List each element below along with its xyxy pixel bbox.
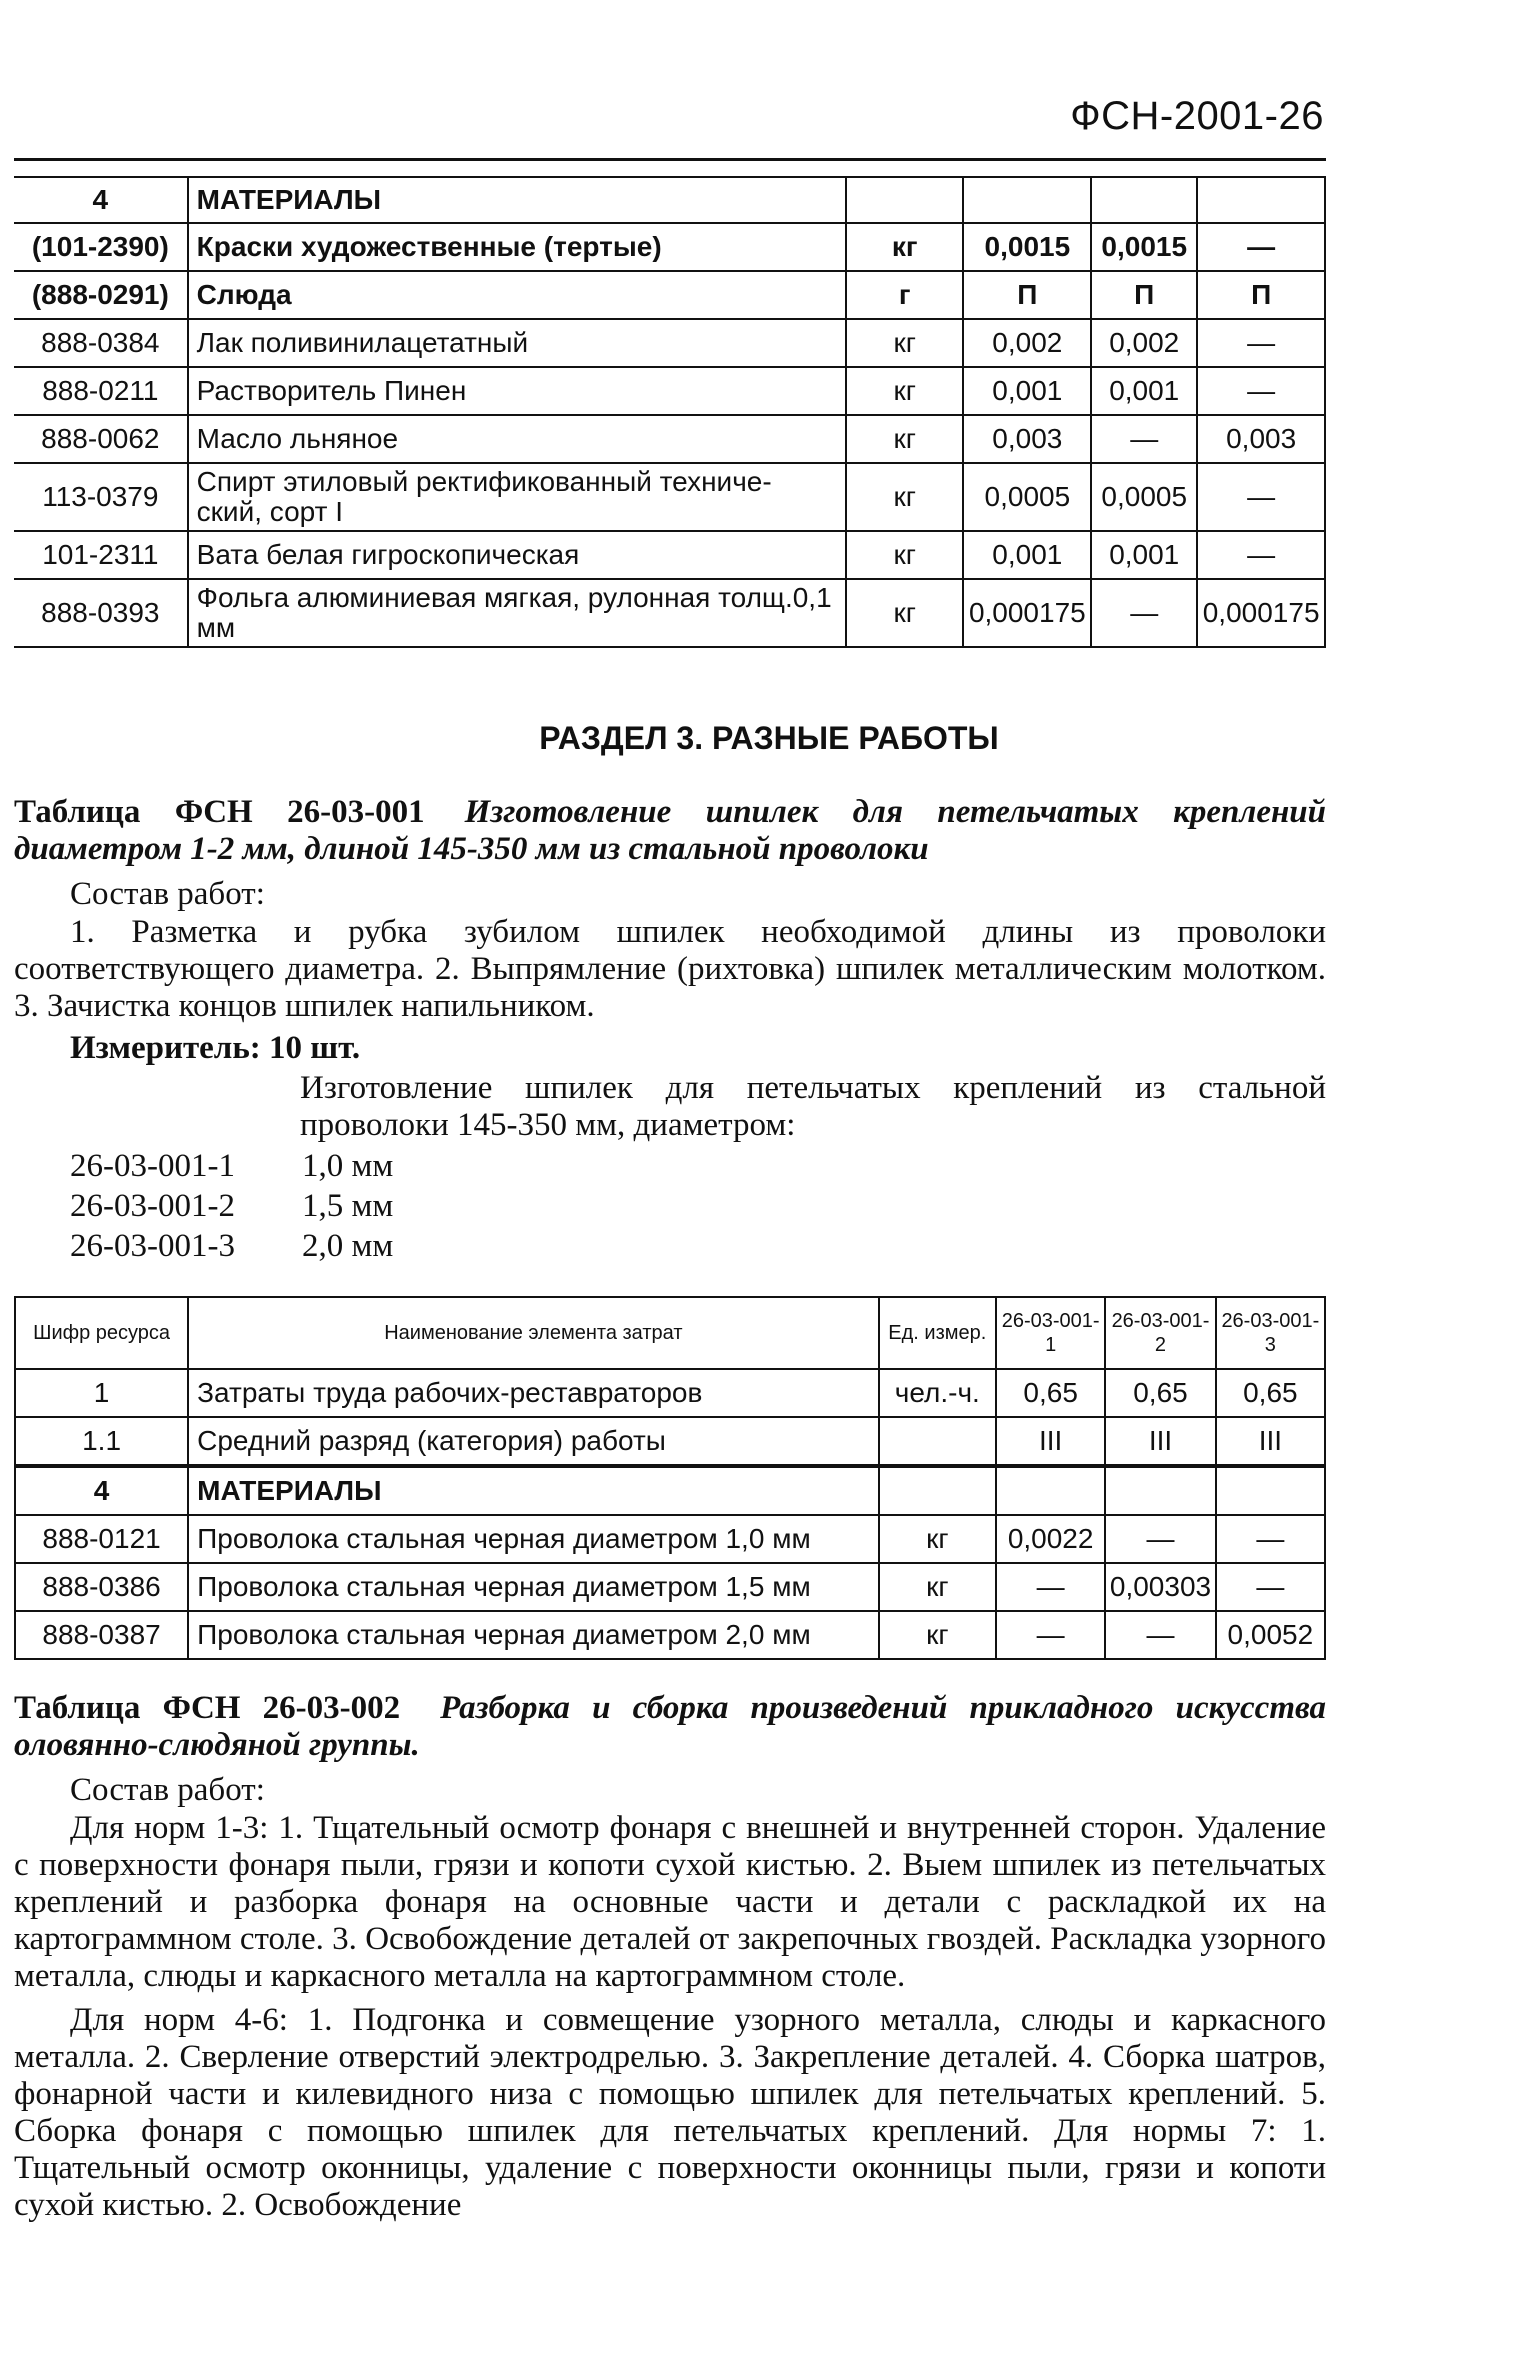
- value-col-2: 0,001: [1091, 367, 1197, 415]
- value-col-3: —: [1197, 367, 1325, 415]
- value-col-1: 0,0005: [963, 463, 1091, 531]
- variant-value: 2,0 мм: [302, 1228, 394, 1264]
- value-col-3: —: [1216, 1563, 1325, 1611]
- table1-norms-table: [14, 1296, 1326, 1660]
- value-col-2: 0,0005: [1091, 463, 1197, 531]
- unit: чел.-ч.: [879, 1369, 996, 1417]
- resource-code: 4: [14, 177, 188, 223]
- value-col-3: III: [1216, 1417, 1325, 1466]
- value-col-3: —: [1216, 1515, 1325, 1563]
- value-col-1: III: [996, 1417, 1105, 1466]
- header-name: Наименование элемента затрат: [188, 1297, 878, 1369]
- table-row: [14, 579, 1325, 647]
- value-col-3: 0,000175: [1197, 579, 1325, 647]
- table2-para-2: [14, 2002, 1326, 2224]
- table-row: [15, 1611, 1325, 1659]
- header-code: Шифр ресурса: [15, 1297, 188, 1369]
- unit: кг: [846, 367, 964, 415]
- value-col-2: —: [1105, 1515, 1215, 1563]
- table2-para-1: [14, 1810, 1326, 1995]
- unit: [846, 177, 964, 223]
- table1-composition-text: 1. Разметка и рубка зубилом шпилек необходимой длины из проволоки соответствующего диаметра. 2. Выпрямление (рихтовка) шпилек металлическим молотком. 3. Зачистка концов шпилек напильником.: [14, 914, 1326, 1024]
- resource-code: 888-0386: [15, 1563, 188, 1611]
- value-col-1: 0,0015: [963, 223, 1091, 271]
- header-col-1: 26-03-001-1: [996, 1297, 1105, 1369]
- table2-para-1-text: Для норм 1-3: 1. Тщательный осмотр фонаря с внешней и внутренней сторон. Удаление с поверхности фонаря пыли, грязи и копоти сухой кистью. 2. Выем шпилек из петельчатых креплений и разборка фонаря на основные части и детали с раскладкой их на картограммном столе. 3. Освобождение деталей от закрепочных гвоздей. Раскладка узорного металла, слюды и каркасного металла на картограммном столе.: [14, 1810, 1326, 1994]
- value-col-2: [1091, 177, 1197, 223]
- table1-heading: [14, 794, 1326, 868]
- value-col-1: 0,000175: [963, 579, 1091, 647]
- value-col-1: [996, 1466, 1105, 1515]
- value-col-3: 0,0052: [1216, 1611, 1325, 1659]
- variant-code: 26-03-001-1: [70, 1148, 235, 1184]
- variant-row: [70, 1146, 393, 1186]
- resource-name: Средний разряд (категория) работы: [188, 1417, 878, 1466]
- value-col-2: 0,0015: [1091, 223, 1197, 271]
- table-row: [14, 463, 1325, 531]
- value-col-1: 0,001: [963, 531, 1091, 579]
- value-col-2: —: [1105, 1611, 1215, 1659]
- table2-composition-label: Состав работ:: [70, 1772, 265, 1808]
- value-col-2: —: [1091, 415, 1197, 463]
- value-col-1: 0,001: [963, 367, 1091, 415]
- value-col-2: 0,00303: [1105, 1563, 1215, 1611]
- unit: кг: [846, 223, 964, 271]
- table2-para-2-text: Для норм 4-6: 1. Подгонка и совмещение узорного металла, слюды и каркасного металла. 2. Сверление отверстий электродрелью. 3. Закрепление деталей. 4. Сборка шатров, фонарной части и килевидного низа с помощью шпилек для петельчатых креплений. 5. Сборка фонаря с помощью шпилек для петельчатых креплений. Для нормы 7: 1. Тщательный осмотр оконницы, удаление с поверхности оконницы пыли, грязи и копоти сухой кистью. 2. Освобождение: [14, 2002, 1326, 2223]
- unit: кг: [879, 1515, 996, 1563]
- resource-name: Фольга алюминиевая мягкая, рулонная толщ.0,1 мм: [188, 579, 846, 647]
- table1-label: Таблица ФСН 26-03-001: [14, 794, 425, 830]
- resource-code: 101-2311: [14, 531, 188, 579]
- table-row: [15, 1515, 1325, 1563]
- resource-code: 888-0121: [15, 1515, 188, 1563]
- resource-name: Вата белая гигроскопическая: [188, 531, 846, 579]
- value-col-1: —: [996, 1563, 1105, 1611]
- resource-name: Проволока стальная черная диаметром 2,0 мм: [188, 1611, 878, 1659]
- value-col-2: 0,002: [1091, 319, 1197, 367]
- variant-code: 26-03-001-2: [70, 1188, 235, 1224]
- unit: [879, 1466, 996, 1515]
- resource-code: 113-0379: [14, 463, 188, 531]
- resource-name: Масло льняное: [188, 415, 846, 463]
- value-col-1: 0,003: [963, 415, 1091, 463]
- resource-code: 888-0387: [15, 1611, 188, 1659]
- value-col-3: —: [1197, 223, 1325, 271]
- unit: кг: [846, 531, 964, 579]
- value-col-3: —: [1197, 531, 1325, 579]
- value-col-3: [1197, 177, 1325, 223]
- table1-measure: Измеритель: 10 шт.: [70, 1030, 361, 1066]
- variant-value: 1,5 мм: [302, 1188, 394, 1224]
- table-row: [14, 271, 1325, 319]
- value-col-3: 0,65: [1216, 1369, 1325, 1417]
- resource-code: 888-0393: [14, 579, 188, 647]
- value-col-3: 0,003: [1197, 415, 1325, 463]
- value-col-3: П: [1197, 271, 1325, 319]
- resource-code: 888-0211: [14, 367, 188, 415]
- table1-composition-label: Состав работ:: [70, 876, 265, 912]
- resource-name: Слюда: [188, 271, 846, 319]
- resource-name: Краски художественные (тертые): [188, 223, 846, 271]
- table-row: [14, 531, 1325, 579]
- unit: кг: [846, 319, 964, 367]
- table-row: [14, 319, 1325, 367]
- resource-code: 888-0062: [14, 415, 188, 463]
- resource-name: Лак поливинилацетатный: [188, 319, 846, 367]
- value-col-3: —: [1197, 463, 1325, 531]
- unit: кг: [846, 463, 964, 531]
- value-col-2: III: [1105, 1417, 1215, 1466]
- table1-title: Изготовление шпилек для петельчатых креплений диаметром 1-2 мм, длиной 145-350 мм из стальной проволоки: [14, 794, 1326, 867]
- header-col-3: 26-03-001-3: [1216, 1297, 1325, 1369]
- materials-table: [14, 176, 1326, 648]
- value-col-1: 0,002: [963, 319, 1091, 367]
- page-code: ФСН-2001-26: [1070, 94, 1324, 138]
- table2-title: Разборка и сборка произведений прикладного искусства оловянно-слюдяной группы.: [14, 1690, 1327, 1763]
- value-col-2: [1105, 1466, 1215, 1515]
- unit: г: [846, 271, 964, 319]
- resource-name: Проволока стальная черная диаметром 1,5 мм: [188, 1563, 878, 1611]
- variant-row: [70, 1226, 393, 1266]
- value-col-2: 0,65: [1105, 1369, 1215, 1417]
- table-row: [14, 415, 1325, 463]
- variant-value: 1,0 мм: [302, 1148, 394, 1184]
- header-unit: Ед. измер.: [879, 1297, 996, 1369]
- resource-code: 1: [15, 1369, 188, 1417]
- table2-label: Таблица ФСН 26-03-002: [14, 1690, 401, 1726]
- variant-row: [70, 1186, 393, 1226]
- value-col-1: П: [963, 271, 1091, 319]
- value-col-1: —: [996, 1611, 1105, 1659]
- unit: кг: [846, 579, 964, 647]
- table-row: [15, 1563, 1325, 1611]
- value-col-2: —: [1091, 579, 1197, 647]
- resource-code: (888-0291): [14, 271, 188, 319]
- value-col-3: [1216, 1466, 1325, 1515]
- table1-composition: [14, 914, 1326, 1025]
- header-rule: [14, 158, 1326, 161]
- resource-name: Спирт этиловый ректификованный техниче-ский, сорт I: [188, 463, 846, 531]
- table-row: [15, 1417, 1325, 1466]
- value-col-2: П: [1091, 271, 1197, 319]
- resource-code: (101-2390): [14, 223, 188, 271]
- value-col-1: [963, 177, 1091, 223]
- unit: кг: [879, 1563, 996, 1611]
- header-col-2: 26-03-001-2: [1105, 1297, 1215, 1369]
- resource-name: Проволока стальная черная диаметром 1,0 мм: [188, 1515, 878, 1563]
- resource-name: МАТЕРИАЛЫ: [188, 177, 846, 223]
- value-col-3: —: [1197, 319, 1325, 367]
- resource-code: 4: [15, 1466, 188, 1515]
- table1-header-row: [15, 1297, 1325, 1369]
- value-col-1: 0,65: [996, 1369, 1105, 1417]
- resource-code: 888-0384: [14, 319, 188, 367]
- resource-code: 1.1: [15, 1417, 188, 1466]
- table-row: [14, 367, 1325, 415]
- table-row: [15, 1466, 1325, 1515]
- variant-code: 26-03-001-3: [70, 1228, 235, 1264]
- value-col-1: 0,0022: [996, 1515, 1105, 1563]
- resource-name: Растворитель Пинен: [188, 367, 846, 415]
- value-col-2: 0,001: [1091, 531, 1197, 579]
- table-row: [14, 223, 1325, 271]
- resource-name: МАТЕРИАЛЫ: [188, 1466, 878, 1515]
- unit: кг: [879, 1611, 996, 1659]
- unit: [879, 1417, 996, 1466]
- unit: кг: [846, 415, 964, 463]
- table1-variant-intro: Изготовление шпилек для петельчатых креплений из стальной проволоки 145-350 мм, диаметром:: [300, 1070, 1326, 1143]
- table-row: [14, 177, 1325, 223]
- table2-heading: [14, 1690, 1326, 1764]
- section-title: РАЗДЕЛ 3. РАЗНЫЕ РАБОТЫ: [539, 720, 999, 756]
- table-row: [15, 1369, 1325, 1417]
- resource-name: Затраты труда рабочих-реставраторов: [188, 1369, 878, 1417]
